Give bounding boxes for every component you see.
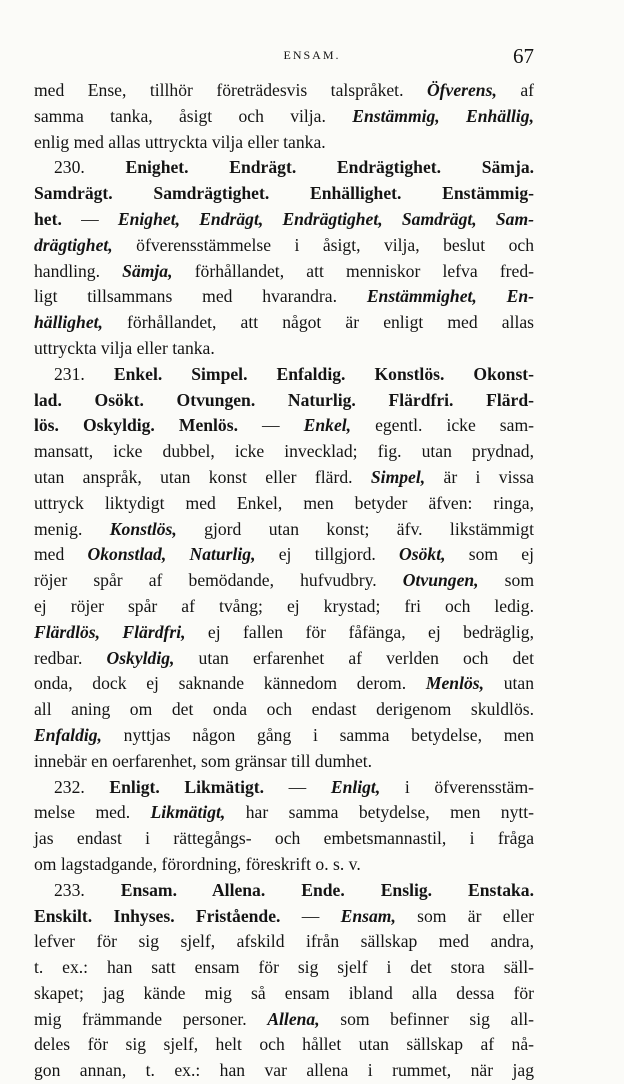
text-line xyxy=(34,517,534,543)
text-line xyxy=(34,620,534,646)
text-run: som befinner sig all- xyxy=(319,1008,534,1029)
running-head: ENSAM. xyxy=(283,48,341,62)
body-text xyxy=(34,78,534,1084)
text-line xyxy=(34,826,534,852)
emphasized-term: Enstämmig, Enhällig, xyxy=(352,105,534,126)
text-run: af xyxy=(496,80,534,100)
emphasized-term: Enighet, Endrägt, Endrägtighet, Samdrägt, Sam- xyxy=(117,208,535,229)
text-line xyxy=(34,594,534,620)
emphasized-term: Enligt. Likmätigt. xyxy=(109,776,265,797)
text-run: melse med. xyxy=(34,802,151,823)
emphasized-term: Likmätigt, xyxy=(150,802,226,823)
emphasized-term: Samdrägt. Samdrägtighet. Enhällighet. Enstämmig- xyxy=(34,183,534,204)
text-run: menig. xyxy=(34,518,110,539)
emphasized-term: Flärdlös, Flärdfri, xyxy=(34,621,186,642)
emphasized-term: Okonstlad, Naturlig, xyxy=(87,544,256,565)
text-run: uttryckta vilja eller tanka. xyxy=(34,337,215,358)
text-run: utan anspråk, utan konst eller flärd. xyxy=(34,466,371,487)
text-run: jas endast i rättegångs- och embetsmannastil, i fråga xyxy=(34,828,534,849)
emphasized-term: Enligt, xyxy=(330,776,381,797)
text-run: öfverensstämmelse i åsigt, vilja, beslut och xyxy=(112,234,534,255)
emphasized-term: Allena, xyxy=(267,1008,320,1029)
text-line xyxy=(34,568,534,594)
emphasized-term: Enskilt. Inhyses. Fristående. xyxy=(34,905,281,926)
text-run: som är eller xyxy=(395,905,534,926)
text-line xyxy=(34,388,534,414)
emphasized-term: Enkel. Simpel. Enfaldig. Konstlös. Okonst- xyxy=(113,363,535,384)
text-line xyxy=(34,1007,534,1033)
text-run: samma tanka, åsigt och vilja. xyxy=(34,105,353,126)
text-line xyxy=(34,310,534,336)
text-line xyxy=(34,775,534,801)
emphasized-term: Ensam. Allena. Ende. Enslig. Enstaka. xyxy=(120,879,535,900)
text-run: gon annan, t. ex.: han var allena i rummet, när jag xyxy=(34,1060,534,1081)
text-run: ligt tillsammans med hvarandra. xyxy=(34,286,367,307)
text-line xyxy=(34,336,534,362)
text-line xyxy=(34,439,534,465)
text-run: deles för sig sjelf, helt och hållet utan sällskap af nå- xyxy=(34,1034,534,1055)
emphasized-term: Ensam, xyxy=(340,905,396,926)
text-run: förhållandet, att menniskor lefva fred- xyxy=(172,260,535,281)
text-line xyxy=(34,955,534,981)
emphasized-term: Simpel, xyxy=(370,466,426,487)
text-run: lefver för sig sjelf, afskild ifrån sällskap med andra, xyxy=(34,931,534,952)
text-line xyxy=(34,233,534,259)
emphasized-term: Enighet. Endrägt. Endrägtighet. Sämja. xyxy=(125,157,535,178)
text-run: innebär en oerfarenhet, som gränsar till dumhet. xyxy=(34,750,373,771)
page-number: 67 xyxy=(513,44,534,68)
text-run: har samma betydelse, men nytt- xyxy=(225,802,535,823)
text-line xyxy=(34,413,534,439)
text-run: all aning om det onda och endast derigenom skuldlös. xyxy=(34,699,534,720)
text-line xyxy=(34,697,534,723)
emphasized-term: hällighet, xyxy=(34,312,103,333)
text-line xyxy=(34,207,534,233)
text-line xyxy=(34,155,534,181)
text-run: uttryck liktydigt med Enkel, men betyder äfven: ringa, xyxy=(34,492,534,513)
text-run: i öfverensstäm- xyxy=(380,776,534,797)
text-run: — xyxy=(264,776,331,797)
text-line xyxy=(34,904,534,930)
text-run: 230. xyxy=(54,157,126,178)
text-run: ej röjer spår af tvång; ej krystad; fri och ledig. xyxy=(34,595,534,616)
text-run: — xyxy=(61,208,118,229)
text-line xyxy=(34,1058,534,1084)
text-run: skapet; jag kände mig så ensam ibland alla dessa för xyxy=(34,982,534,1003)
text-line xyxy=(34,878,534,904)
text-run: med xyxy=(34,544,88,565)
text-run: mig främmande personer. xyxy=(34,1008,268,1029)
text-run: ej tillgjord. xyxy=(255,544,400,565)
emphasized-term: Konstlös, xyxy=(109,518,177,539)
text-line xyxy=(34,259,534,285)
text-run: utan erfarenhet af verlden och det xyxy=(174,647,535,668)
emphasized-term: Otvungen, xyxy=(402,570,479,591)
text-run: om lagstadgande, förordning, föreskrift o. s. v. xyxy=(34,853,361,874)
emphasized-term: Enfaldig, xyxy=(34,724,102,745)
text-line xyxy=(34,130,534,156)
text-line xyxy=(34,284,534,310)
text-run: egentl. icke sam- xyxy=(351,415,534,436)
text-run: förhållandet, att något är enligt med allas xyxy=(102,312,534,333)
text-run: enlig med allas uttryckta vilja eller tanka. xyxy=(34,131,326,152)
text-run: t. ex.: han satt ensam för sig sjelf i det stora säll- xyxy=(34,957,534,978)
emphasized-term: Menlös, xyxy=(425,673,484,694)
page-header xyxy=(0,44,624,68)
text-run: mansatt, icke dubbel, icke invecklad; fig. utan prydnad, xyxy=(34,441,534,462)
text-line xyxy=(34,800,534,826)
text-line xyxy=(34,929,534,955)
text-run: röjer spår af bemödande, hufvudbry. xyxy=(34,570,403,591)
text-run: redbar. xyxy=(34,647,107,668)
text-run: som xyxy=(478,570,535,591)
text-run: är i vissa xyxy=(425,466,534,487)
text-line xyxy=(34,852,534,878)
text-line xyxy=(34,465,534,491)
text-run: onda, dock ej saknande kännedom derom. xyxy=(34,673,426,694)
text-line xyxy=(34,1032,534,1058)
text-run: — xyxy=(280,905,341,926)
emphasized-term: Oskyldig, xyxy=(106,647,175,668)
text-run: gjord utan konst; äfv. likstämmigt xyxy=(176,518,534,539)
text-line xyxy=(34,981,534,1007)
text-line xyxy=(34,671,534,697)
text-run: 232. xyxy=(54,776,110,797)
emphasized-term: drägtighet, xyxy=(34,234,113,255)
emphasized-term: Enkel, xyxy=(303,415,352,436)
emphasized-term: Sämja, xyxy=(122,260,173,281)
text-run: som ej xyxy=(445,544,535,565)
text-run: handling. xyxy=(34,260,123,281)
text-run: nyttjas någon gång i samma betydelse, men xyxy=(101,724,534,745)
text-run: 231. xyxy=(54,363,114,384)
emphasized-term: Enstämmighet, En- xyxy=(366,286,535,307)
text-run: med Ense, tillhör företrädesvis talspråket. xyxy=(34,80,427,100)
text-run: ej fallen för fåfänga, ej bedräglig, xyxy=(185,621,534,642)
text-line xyxy=(34,362,534,388)
emphasized-term: het. xyxy=(34,208,62,229)
text-run: 233. xyxy=(54,879,121,900)
text-line xyxy=(34,723,534,749)
emphasized-term: Öfverens, xyxy=(426,80,497,100)
emphasized-term: lös. Oskyldig. Menlös. xyxy=(34,415,238,436)
text-run: utan xyxy=(484,673,534,694)
text-line xyxy=(34,104,534,130)
text-line xyxy=(34,646,534,672)
text-line xyxy=(34,78,534,104)
text-line xyxy=(34,491,534,517)
text-line xyxy=(34,749,534,775)
emphasized-term: Osökt, xyxy=(399,544,446,565)
text-line xyxy=(34,181,534,207)
text-line xyxy=(34,542,534,568)
text-run: — xyxy=(237,415,304,436)
emphasized-term: lad. Osökt. Otvungen. Naturlig. Flärdfri. Flärd- xyxy=(34,389,534,410)
